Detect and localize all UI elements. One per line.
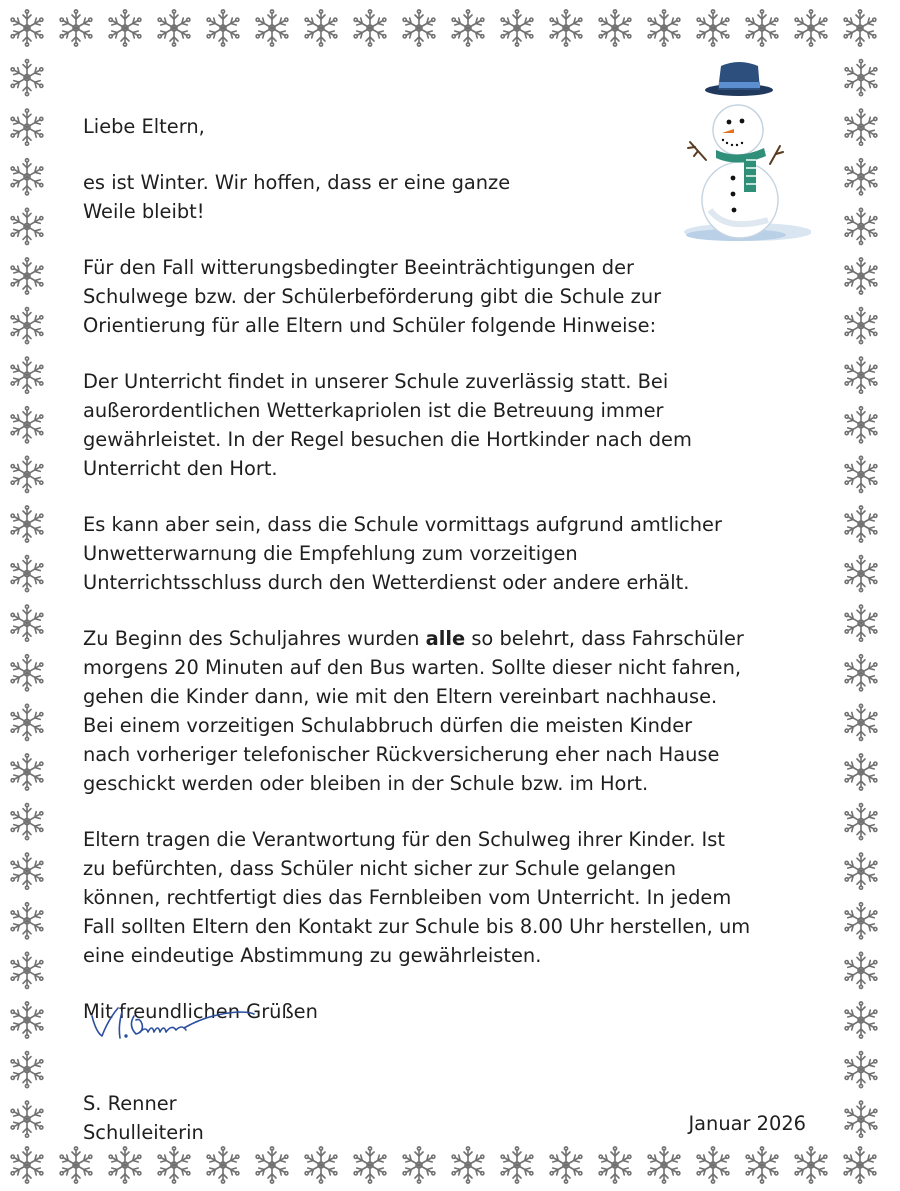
text-span: Zu Beginn des Schuljahres wurden <box>83 627 426 650</box>
snowflake-icon <box>9 506 44 542</box>
paragraph-line: Unwetterwarnung die Empfehlung zum vorzeitigen <box>83 542 578 565</box>
snowflake-icon <box>9 208 44 244</box>
paragraph-line: Unterrichtsschluss durch den Wetterdienst oder andere erhält. <box>83 571 690 594</box>
snowflake-icon <box>744 1147 779 1183</box>
snowflake-icon <box>843 556 878 592</box>
snowflake-icon <box>548 10 583 46</box>
paragraph-line: Schulwege bzw. der Schülerbeförderung gibt die Schule zur <box>83 285 662 308</box>
snowflake-icon <box>9 159 44 195</box>
snowflake-icon <box>597 10 632 46</box>
snowflake-icon <box>303 10 338 46</box>
snowflake-icon <box>548 1147 583 1183</box>
snowflake-icon <box>9 10 44 46</box>
snowflake-icon <box>9 605 44 641</box>
signer-role: Schulleiterin <box>83 1121 204 1144</box>
snowflake-icon <box>9 456 44 492</box>
snowflake-icon <box>352 1147 387 1183</box>
paragraph-line: außerordentlichen Wetterkapriolen ist die Betreuung immer <box>83 399 664 422</box>
snowflake-icon <box>9 704 44 740</box>
paragraph-line: können, rechtfertigt dies das Fernbleiben vom Unterricht. In jedem <box>83 886 732 909</box>
snowflake-icon <box>597 1147 632 1183</box>
snowflake-icon <box>9 1052 44 1088</box>
snowflake-icon <box>744 10 779 46</box>
snowflake-icon <box>843 357 878 393</box>
snowflake-icon <box>843 308 878 344</box>
snowflake-icon <box>9 952 44 988</box>
snowflake-icon <box>254 1147 289 1183</box>
snowflake-icon <box>9 655 44 691</box>
snowflake-icon <box>9 754 44 790</box>
snowflake-icon <box>843 109 878 145</box>
snowflake-icon <box>499 1147 534 1183</box>
intro-line: Weile bleibt! <box>83 200 205 223</box>
text-span: so belehrt, dass Fahrschüler <box>465 627 744 650</box>
intro-line: es ist Winter. Wir hoffen, dass er eine ganze <box>83 171 511 194</box>
paragraph-line <box>83 624 813 653</box>
paragraph-line: Der Unterricht findet in unserer Schule zuverlässig statt. Bei <box>83 370 669 393</box>
snowflake-icon <box>9 1002 44 1038</box>
snowflake-icon <box>695 1147 730 1183</box>
snowflake-icon <box>9 60 44 96</box>
paragraph-line: nach vorheriger telefonischer Rückversicherung eher nach Hause <box>83 743 720 766</box>
snowflake-icon <box>254 10 289 46</box>
snowflake-icon <box>9 357 44 393</box>
handwritten-signature <box>88 1002 258 1050</box>
snowflake-icon <box>9 903 44 939</box>
snowflake-icon <box>842 10 877 46</box>
snowflake-icon <box>205 1147 240 1183</box>
snowflake-icon <box>9 1147 44 1183</box>
snowflake-icon <box>843 605 878 641</box>
paragraph-line: Unterricht den Hort. <box>83 457 278 480</box>
snowflake-icon <box>401 10 436 46</box>
paragraph-line: gehen die Kinder dann, wie mit den Eltern vereinbart nachhause. <box>83 685 718 708</box>
emphasis-text: alle <box>425 627 466 650</box>
letter-date: Januar 2026 <box>688 1112 806 1135</box>
salutation: Liebe Eltern, <box>83 115 205 138</box>
snowflake-icon <box>843 903 878 939</box>
snowflake-icon <box>843 258 878 294</box>
snowflake-icon <box>107 10 142 46</box>
snowflake-icon <box>843 704 878 740</box>
snowflake-icon <box>793 10 828 46</box>
snowflake-icon <box>695 10 730 46</box>
snowflake-icon <box>205 10 240 46</box>
paragraph-line: geschickt werden oder bleiben in der Schule bzw. im Hort. <box>83 772 649 795</box>
letter-body <box>83 112 813 1147</box>
snowflake-icon <box>58 10 93 46</box>
paragraph-line: Eltern tragen die Verantwortung für den Schulweg ihrer Kinder. Ist <box>83 828 725 851</box>
snowflake-icon <box>9 407 44 443</box>
snowflake-icon <box>843 208 878 244</box>
paragraph-line: gewährleistet. In der Regel besuchen die Hortkinder nach dem <box>83 428 692 451</box>
snowflake-icon <box>352 10 387 46</box>
snowflake-icon <box>156 1147 191 1183</box>
paragraph-line: Fall sollten Eltern den Kontakt zur Schule bis 8.00 Uhr herstellen, um <box>83 915 751 938</box>
snowflake-icon <box>303 1147 338 1183</box>
snowflake-icon <box>843 754 878 790</box>
snowflake-icon <box>450 1147 485 1183</box>
snowflake-icon <box>9 1101 44 1137</box>
snowflake-icon <box>843 952 878 988</box>
paragraph-line: zu befürchten, dass Schüler nicht sicher zur Schule gelangen <box>83 857 677 880</box>
snowflake-icon <box>499 10 534 46</box>
snowflake-icon <box>646 1147 681 1183</box>
snowflake-icon <box>843 506 878 542</box>
snowflake-icon <box>156 10 191 46</box>
paragraph-line: Für den Fall witterungsbedingter Beeinträchtigungen der <box>83 256 634 279</box>
snowflake-icon <box>9 804 44 840</box>
paragraph-line: Es kann aber sein, dass die Schule vormittags aufgrund amtlicher <box>83 513 722 536</box>
snowflake-icon <box>843 804 878 840</box>
snowflake-icon <box>58 1147 93 1183</box>
paragraph-line: eine eindeutige Abstimmung zu gewährleisten. <box>83 944 542 967</box>
paragraph-line: Orientierung für alle Eltern und Schüler folgende Hinweise: <box>83 314 657 337</box>
snowflake-icon <box>401 1147 436 1183</box>
snowflake-icon <box>842 1147 877 1183</box>
snowflake-icon <box>9 109 44 145</box>
snowflake-icon <box>843 655 878 691</box>
snowflake-icon <box>450 10 485 46</box>
snowflake-icon <box>9 853 44 889</box>
snowflake-icon <box>843 407 878 443</box>
snowflake-icon <box>9 556 44 592</box>
snowflake-icon <box>107 1147 142 1183</box>
snowflake-icon <box>843 60 878 96</box>
snowflake-icon <box>843 1101 878 1137</box>
signer-name: S. Renner <box>83 1092 177 1115</box>
snowflake-icon <box>843 159 878 195</box>
snowflake-icon <box>843 1052 878 1088</box>
paragraph-line: morgens 20 Minuten auf den Bus warten. Sollte dieser nicht fahren, <box>83 656 742 679</box>
paragraph-line: Bei einem vorzeitigen Schulabbruch dürfen die meisten Kinder <box>83 714 693 737</box>
snowflake-icon <box>646 10 681 46</box>
snowflake-icon <box>793 1147 828 1183</box>
snowflake-icon <box>9 308 44 344</box>
closing: Mit freundlichen Grüßen <box>83 1000 318 1023</box>
snowflake-icon <box>843 853 878 889</box>
snowflake-icon <box>9 258 44 294</box>
snowflake-icon <box>843 1002 878 1038</box>
snowflake-icon <box>843 456 878 492</box>
